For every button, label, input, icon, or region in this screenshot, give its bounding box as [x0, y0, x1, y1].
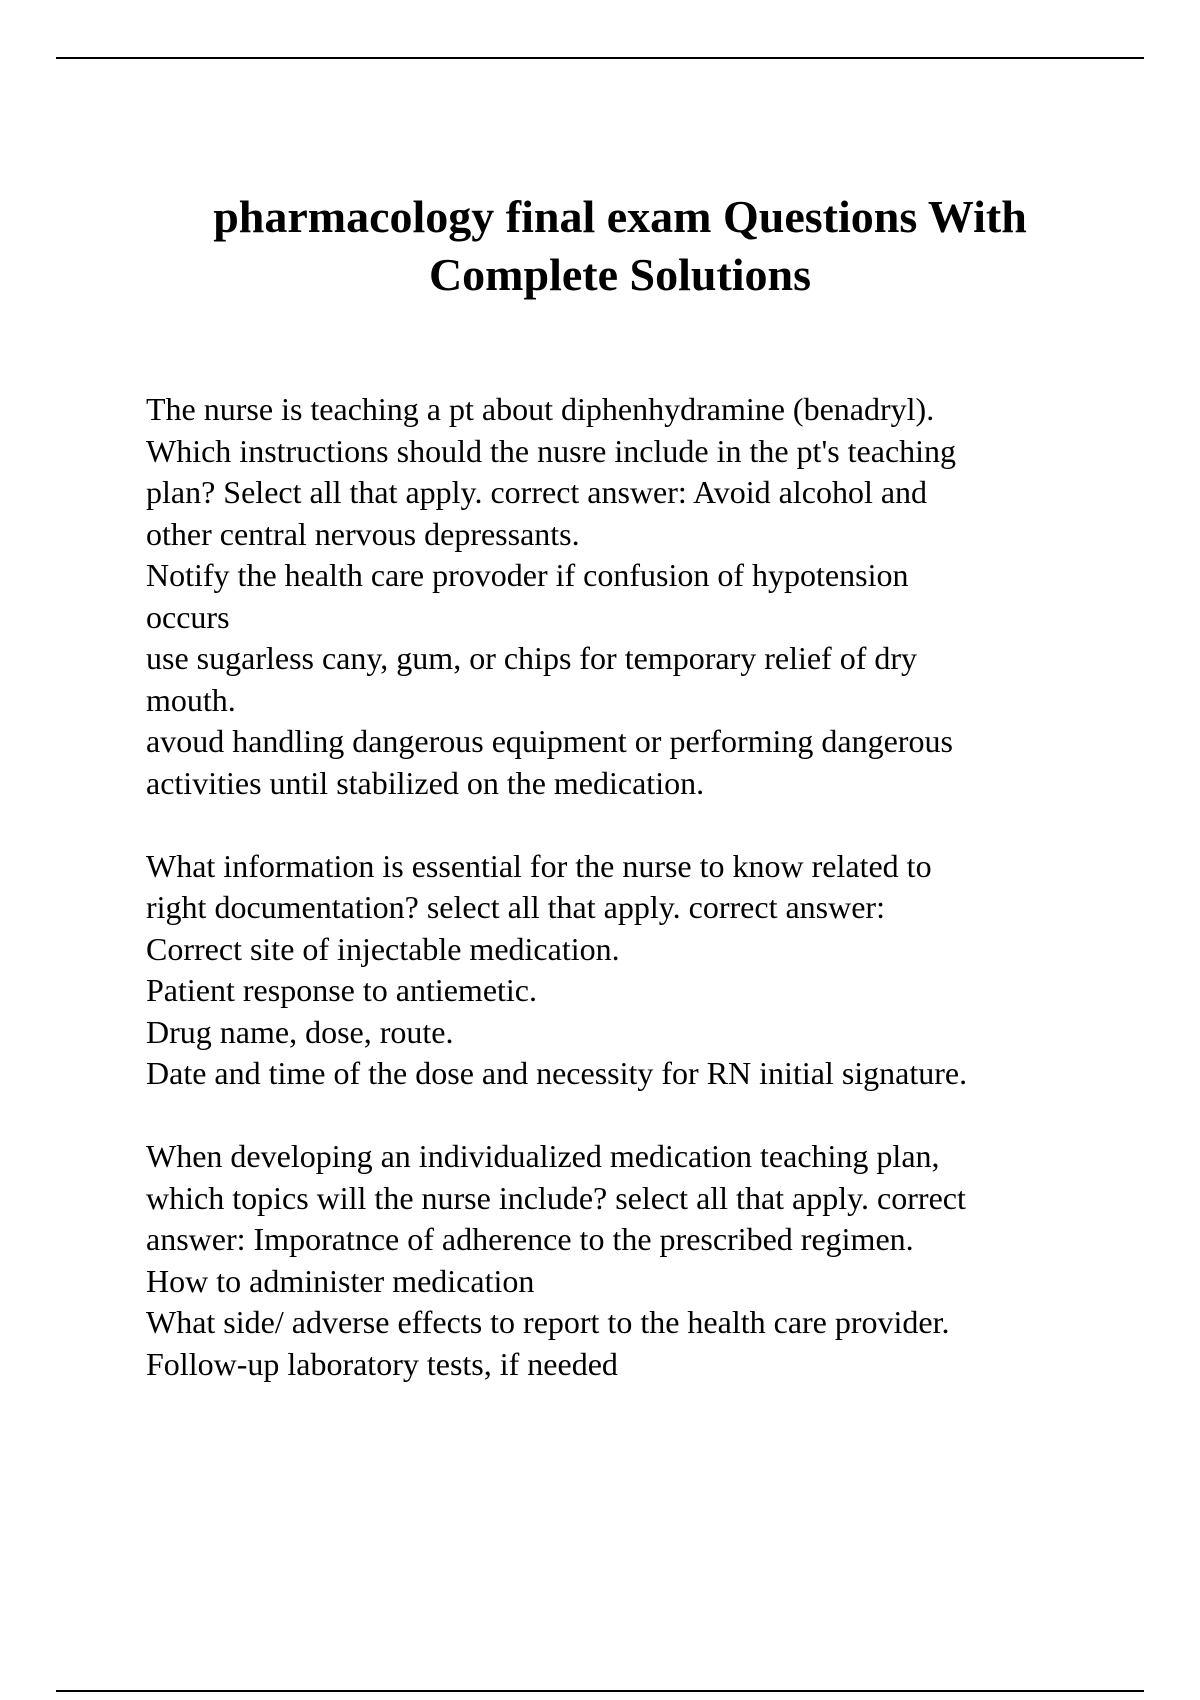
text-line: The nurse is teaching a pt about diphenhydramine (benadryl).	[146, 391, 935, 427]
text-line: Which instructions should the nusre include in the pt's teaching	[146, 432, 957, 469]
text-line: What side/ adverse effects to report to the health care provider.	[146, 1304, 950, 1340]
text-line: Follow-up laboratory tests, if needed	[146, 1345, 618, 1382]
text-line: Drug name, dose, route.	[146, 1013, 454, 1050]
bottom-rule	[56, 1690, 1144, 1692]
title-line-1: pharmacology final exam Questions With	[213, 191, 1027, 242]
text-line: other central nervous depressants.	[146, 515, 580, 552]
text-line: Correct site of injectable medication.	[146, 930, 620, 967]
text-line: What information is essential for the nurse to know related to	[146, 847, 932, 884]
text-line: Date and time of the dose and necessity for RN initial signature.	[146, 1055, 968, 1091]
text-line: Notify the health care provoder if confusion of hypotension	[146, 557, 909, 593]
qa-block-documentation	[146, 846, 1116, 1095]
top-rule	[56, 57, 1144, 59]
text-line: use sugarless cany, gum, or chips for temporary relief of dry	[146, 640, 918, 676]
document-title	[120, 188, 1120, 304]
qa-block-teaching-plan	[146, 1136, 1116, 1385]
text-line: which topics will the nurse include? select all that apply. correct	[146, 1179, 966, 1216]
qa-block-diphenhydramine	[146, 389, 1116, 804]
text-line: activities until stabilized on the medication.	[146, 764, 705, 801]
text-line: avoud handling dangerous equipment or performing dangerous	[146, 723, 953, 759]
text-line: mouth.	[146, 681, 236, 718]
document-body	[146, 389, 1116, 1427]
text-line: How to administer medication	[146, 1262, 535, 1299]
text-line: Patient response to antiemetic.	[146, 972, 537, 1008]
text-line: When developing an individualized medication teaching plan,	[146, 1138, 940, 1174]
text-line: right documentation? select all that apply. correct answer:	[146, 889, 885, 925]
text-line: occurs	[146, 598, 230, 635]
text-line: plan? Select all that apply. correct answer: Avoid alcohol and	[146, 474, 928, 510]
text-line: answer: Imporatnce of adherence to the prescribed regimen.	[146, 1221, 914, 1257]
title-line-2: Complete Solutions	[428, 249, 812, 300]
